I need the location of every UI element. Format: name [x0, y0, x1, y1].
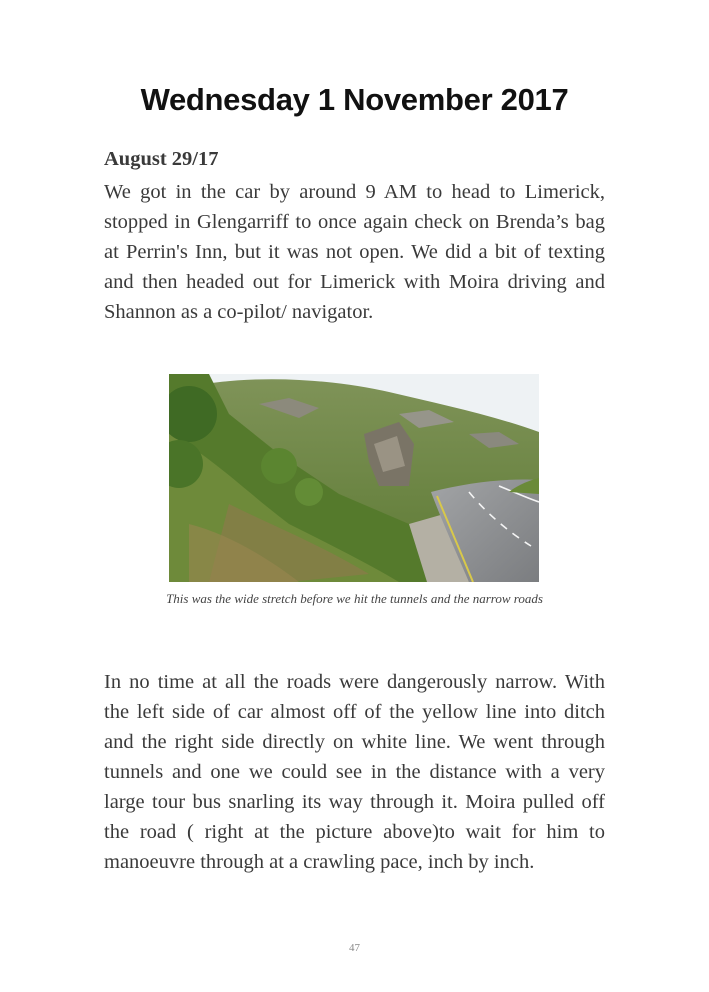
page-title: Wednesday 1 November 2017 [140, 82, 569, 117]
paragraph-2: In no time at all the roads were dangerously narrow. With the left side of car almost off of the yellow line into ditch and the right side directly on white line. We went through tunnels and one we could see in the distance with a very large tour bus snarling its way through it. Moira pulled off the road ( right at the picture above)to wait for him to manoeuvre through at a crawling pace, inch by inch. [104, 671, 605, 873]
entry-date: August 29/17 [104, 148, 219, 170]
paragraph-1: We got in the car by around 9 AM to head to Limerick, stopped in Glengarriff to once again check on Brenda’s bag at Perrin's Inn, but it was not open. We did a bit of texting and then headed out for Limerick with Moira driving and Shannon as a co-pilot/ navigator. [104, 181, 605, 323]
page-number: 47 [349, 942, 360, 954]
photo-caption: This was the wide stretch before we hit the tunnels and the narrow roads [166, 591, 543, 606]
road-photo [169, 374, 539, 582]
